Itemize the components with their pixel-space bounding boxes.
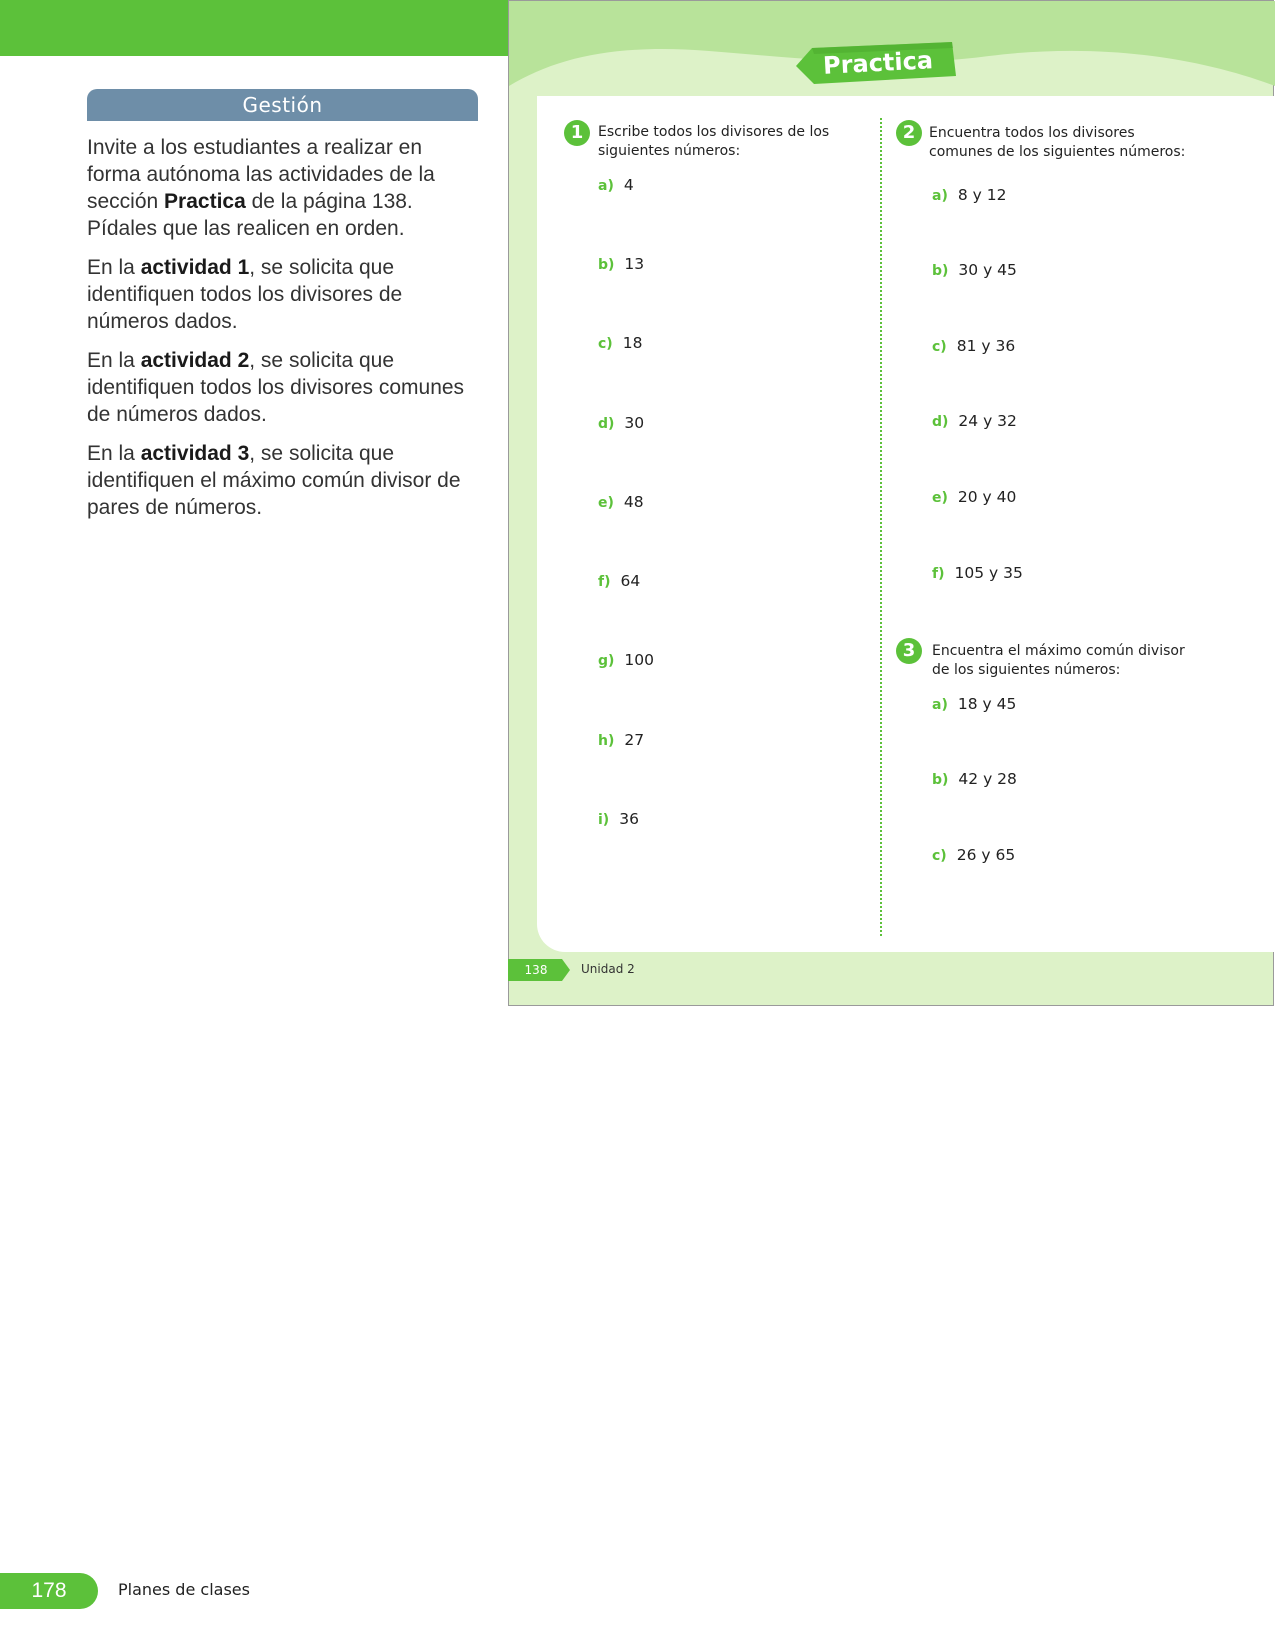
footer-label: Planes de clases (118, 1580, 250, 1599)
book-unit-label: Unidad 2 (581, 962, 635, 976)
act1-item-f: f) 64 (598, 572, 641, 590)
act1-item-a: a) 4 (598, 176, 634, 194)
column-divider (880, 118, 882, 936)
top-green-band (0, 0, 510, 56)
act3-item-c: c) 26 y 65 (932, 846, 1016, 864)
act1-item-i: i) 36 (598, 810, 639, 828)
activity-1-instruction: Escribe todos los divisores de los siguientes números: (598, 124, 830, 159)
activity-2-badge: 2 (896, 120, 922, 146)
act1-item-d: d) 30 (598, 414, 645, 432)
act1-item-g: g) 100 (598, 651, 655, 669)
page-number: 178 (0, 1573, 98, 1609)
act1-item-c: c) 18 (598, 334, 643, 352)
act2-item-d: d) 24 y 32 (932, 412, 1017, 430)
act1-item-e: e) 48 (598, 493, 644, 511)
act2-item-f: f) 105 y 35 (932, 564, 1023, 582)
activity-1-badge: 1 (564, 120, 590, 146)
gestion-paragraph-4: En la actividad 3, se solicita que identifiquen el máximo común divisor de pares de números. (87, 442, 461, 519)
gestion-paragraph-2: En la actividad 1, se solicita que identifiquen todos los divisores de números dados. (87, 256, 403, 333)
act1-item-b: b) 13 (598, 255, 645, 273)
act2-item-a: a) 8 y 12 (932, 186, 1007, 204)
act2-item-e: e) 20 y 40 (932, 488, 1017, 506)
act1-item-h: h) 27 (598, 731, 645, 749)
activity-2-instruction: Encuentra todos los divisores comunes de los siguientes números: (929, 125, 1186, 160)
act3-item-a: a) 18 y 45 (932, 695, 1017, 713)
practica-title: Practica (822, 46, 934, 80)
gestion-paragraph-3: En la actividad 2, se solicita que identifiquen todos los divisores comunes de números dados. (87, 349, 465, 426)
gestion-paragraph-1: Invite a los estudiantes a realizar en forma autónoma las actividades de la sección Practica de la página 138. Pídales que las realicen en orden. (87, 136, 435, 240)
book-page-number: 138 (524, 963, 548, 977)
activity-3-instruction: Encuentra el máximo común divisor de los siguientes números: (932, 643, 1185, 678)
activity-3-badge: 3 (896, 638, 922, 664)
act2-item-c: c) 81 y 36 (932, 337, 1016, 355)
gestion-header: Gestión (87, 89, 478, 121)
act2-item-b: b) 30 y 45 (932, 261, 1017, 279)
gestion-text (87, 134, 472, 533)
act3-item-b: b) 42 y 28 (932, 770, 1017, 788)
exercise-area (537, 96, 1275, 952)
